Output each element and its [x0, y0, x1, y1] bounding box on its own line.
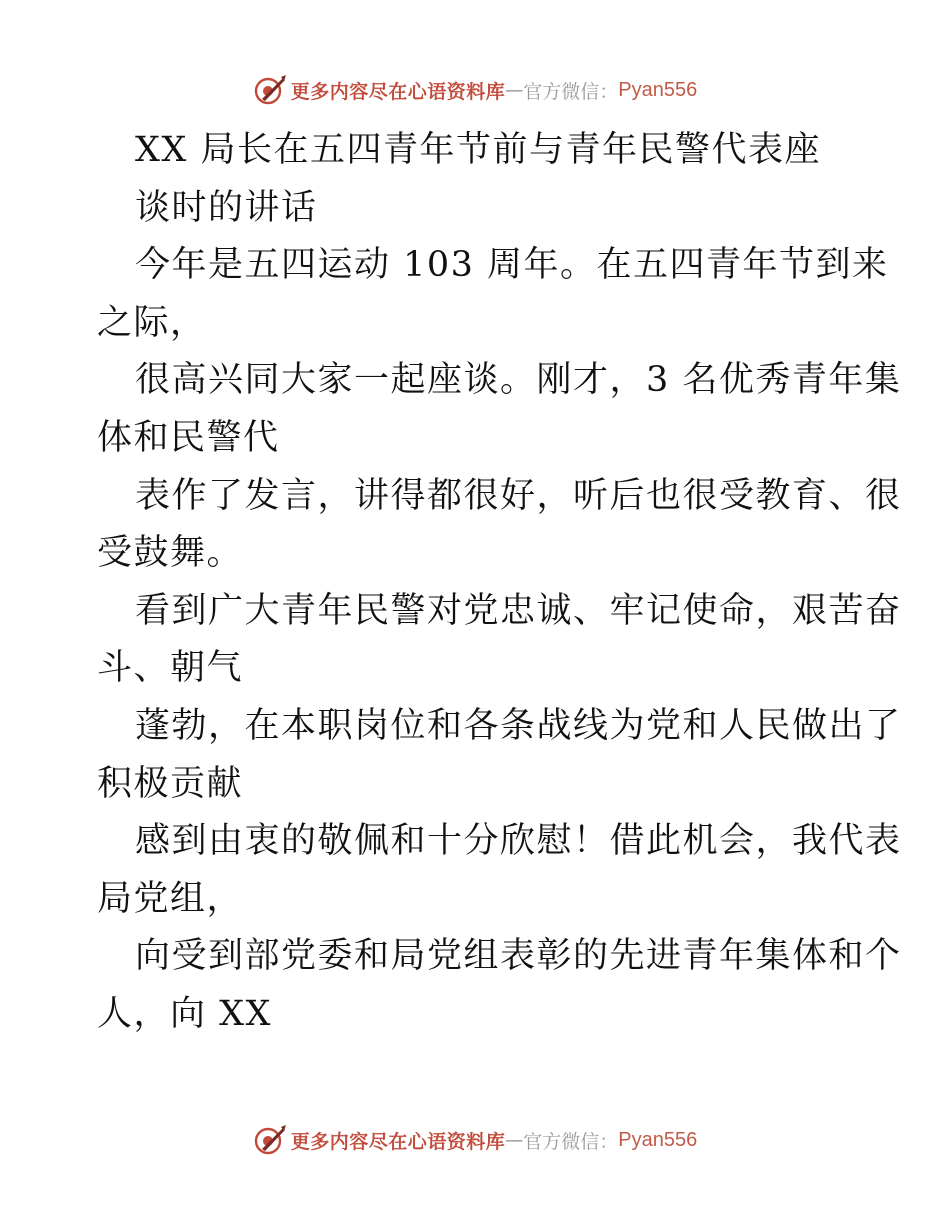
pen-logo-icon — [253, 73, 287, 107]
paragraph-line: 体和民警代 — [97, 417, 280, 458]
paragraph-line: 受鼓舞。 — [97, 533, 244, 574]
banner-wechat-id: Pyan556 — [618, 78, 698, 101]
paragraph-line: 人，向 XX — [97, 993, 272, 1034]
paragraph-line: 蓬勃，在本职岗位和各条战线为党和人民做出了 — [135, 705, 902, 746]
paragraph-line: 之际， — [97, 302, 207, 343]
document-body — [97, 122, 902, 1044]
paragraph-line: 斗、朝气 — [97, 648, 244, 689]
document-title-line: XX 局长在五四青年节前与青年民警代表座 — [135, 130, 821, 170]
paragraph-line: 感到由衷的敬佩和十分欣慰！借此机会，我代表 — [135, 821, 902, 862]
paragraph-line: 向受到部党委和局党组表彰的先进青年集体和个 — [135, 936, 902, 977]
paragraph-line: 积极贡献 — [97, 763, 244, 804]
banner-wechat-id: Pyan556 — [618, 1128, 698, 1151]
paragraph-line: 很高兴同大家一起座谈。刚才，3 名优秀青年集 — [135, 360, 902, 401]
paragraph-line: 看到广大青年民警对党忠诚、牢记使命，艰苦奋 — [135, 590, 902, 631]
banner-text: 更多内容尽在心语资料库 — [290, 1130, 506, 1153]
banner-wechat-label: 官方微信： — [523, 1130, 619, 1153]
paragraph-line: 表作了发言，讲得都很好，听后也很受教育、很 — [135, 475, 902, 516]
banner-separator: — — [505, 79, 524, 101]
banner-separator: — — [505, 1129, 524, 1151]
page-footer-banner — [0, 1120, 950, 1160]
paragraph-line: 今年是五四运动 103 周年。在五四青年节到来 — [135, 245, 889, 286]
pen-logo-icon — [253, 1123, 287, 1157]
document-title-line: 谈时的讲话 — [135, 187, 318, 228]
paragraph-line: 局党组， — [97, 878, 244, 919]
banner-text: 更多内容尽在心语资料库 — [290, 80, 506, 103]
banner-wechat-label: 官方微信： — [523, 80, 619, 103]
page-header-banner — [0, 70, 950, 110]
